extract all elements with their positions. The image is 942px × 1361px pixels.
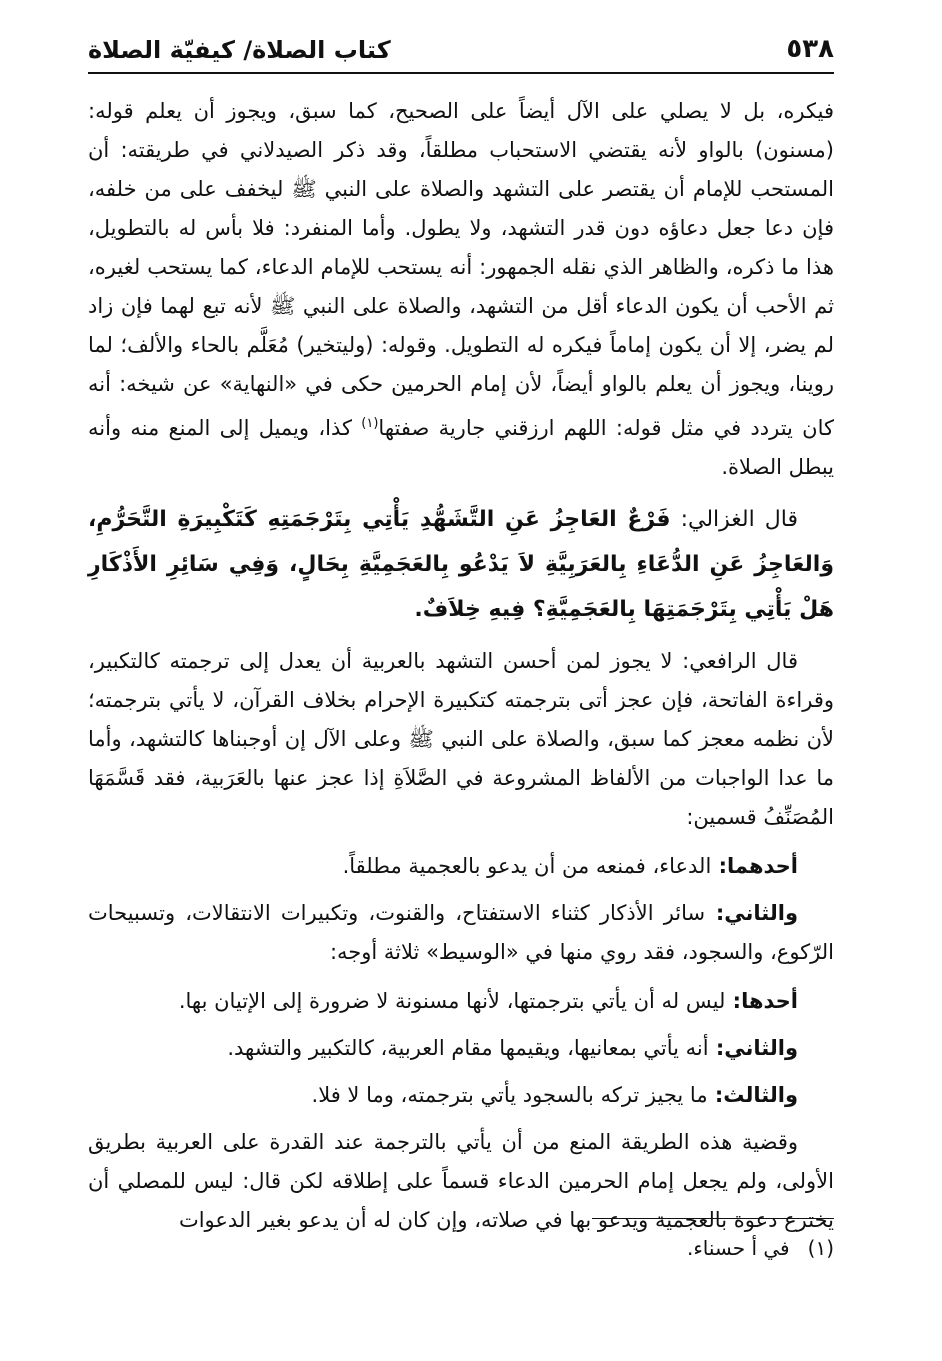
paragraph-text: قال الرافعي: لا يجوز لمن أحسن التشهد بالعربية أن يعدل إلى ترجمته كالتكبير، وقراءة الفاتحة، فإن عجز أتى بترجمته كتكبيرة الإحرام بخلاف القرآن، لا يأتي بترجمته؛ لأن نظمه معجز كما سبق، والصلاة على النبي ﷺ وعلى الآل إن أوجبناها كالتشهد، وأما ما عدا الواجبات من الألفاظ المشروعة في الصَّلاَةِ إذا عجز عنها بالعَرَبية، فقد قَسَّمَهَا المُصَنِّفُ قسمين: [88,649,834,829]
matn-text: فَرْعٌ العَاجِزُ عَنِ التَّشَهُّدِ يَأْتِي بِتَرْجَمَتِهِ كَتَكْبِيرَةِ التَّحَرُّمِ، وَالعَاجِزُ عَنِ الدُّعَاءِ بِالعَرَبِيَّةِ لاَ يَدْعُو بِالعَجَمِيَّةِ بِحَالٍ، وَفِي سَائِرِ الأَذْكَارِ هَلْ يَأْتِي بِتَرْجَمَتِهَا بِالعَجَمِيَّةِ؟ فِيهِ خِلاَفٌ. [88,507,834,622]
item-text: ما يجيز تركه بالسجود يأتي بترجمته، وما لا فلا. [311,1083,708,1107]
paragraph-rafii [88,642,834,837]
main-text [88,92,834,1250]
paragraph-text: كذا، ويميل إلى المنع منه وأنه يبطل الصلاة. [88,416,834,479]
list-item [88,1029,834,1068]
paragraph-text: وقضية هذه الطريقة المنع من أن يأتي بالترجمة عند القدرة على العربية بطريق الأولى، ولم يجعل إمام الحرمين الدعاء قسماً على إطلاقه لكن قال: ليس للمصلي أن يخترع دعوة بالعجمية ويدعو بها في صلاته، وإن كان له أن يدعو بغير الدعوات [88,1130,834,1232]
item-text: سائر الأذكار كثناء الاستفتاح، والقنوت، وتكبيرات الانتقالات، وتسبيحات الرّكوع، والسجود، فقد روي منها في «الوسيط» ثلاثة أوجه: [88,901,834,964]
list-item [88,1076,834,1115]
paragraph-conclusion [88,1123,834,1240]
running-title: كتاب الصلاة/ كيفيّة الصلاة [88,36,391,64]
footnote-number: (١) [807,1236,834,1260]
page-header [88,28,834,74]
list-item [88,982,834,1021]
paragraph-ghazali [88,497,834,632]
item-text: الدعاء، فمنعه من أن يدعو بالعجمية مطلقاً. [342,854,712,878]
footnote [134,1232,834,1264]
item-text: أنه يأتي بمعانيها، ويقيمها مقام العربية، كالتكبير والتشهد. [227,1036,709,1060]
footnote-divider [592,1218,834,1219]
paragraph-commentary [88,92,834,487]
footnote-marker: (١) [361,416,379,431]
page-number: ٥٣٨ [786,34,834,64]
item-lead: والثالث: [707,1083,798,1107]
item-lead: أحدهما: [711,854,798,878]
list-item [88,847,834,886]
speaker-label: قال الغزالي: [670,507,798,532]
list-item [88,894,834,972]
footnote-text: في أ حسناء. [687,1236,790,1260]
item-lead: أحدها: [725,989,798,1013]
item-lead: والثاني: [705,901,798,925]
item-lead: والثاني: [708,1036,798,1060]
item-text: ليس له أن يأتي بترجمتها، لأنها مسنونة لا ضرورة إلى الإتيان بها. [178,989,726,1013]
paragraph-text: فيكره، بل لا يصلي على الآل أيضاً على الصحيح، كما سبق، ويجوز أن يعلم قوله: (مسنون) بالواو لأنه يقتضي الاستحباب مطلقاً، وقد ذكر الصيدلاني في طريقته: أن المستحب للإمام أن يقتصر على التشهد والصلاة على النبي ﷺ ليخفف على من خلفه، فإن دعا جعل دعاؤه دون قدر التشهد، ولا يطول. وأما المنفرد: فلا بأس له بالتطويل، هذا ما ذكره، والظاهر الذي نقله الجمهور: أنه يستحب للإمام الدعاء، كما يستحب لغيره، ثم الأحب أن يكون الدعاء أقل من التشهد، والصلاة على النبي ﷺ لأنه تبع لهما فإن زاد لم يضر، إلا أن يكون إماماً فيكره له التطويل. وقوله: (وليتخير) مُعَلَّم بالحاء والألف؛ لما روينا، ويجوز أن يعلم بالواو أيضاً، لأن إمام الحرمين حكى في «النهاية» عن شيخه: أنه كان يتردد في مثل قوله: اللهم ارزقني جارية صفتها [88,99,834,440]
